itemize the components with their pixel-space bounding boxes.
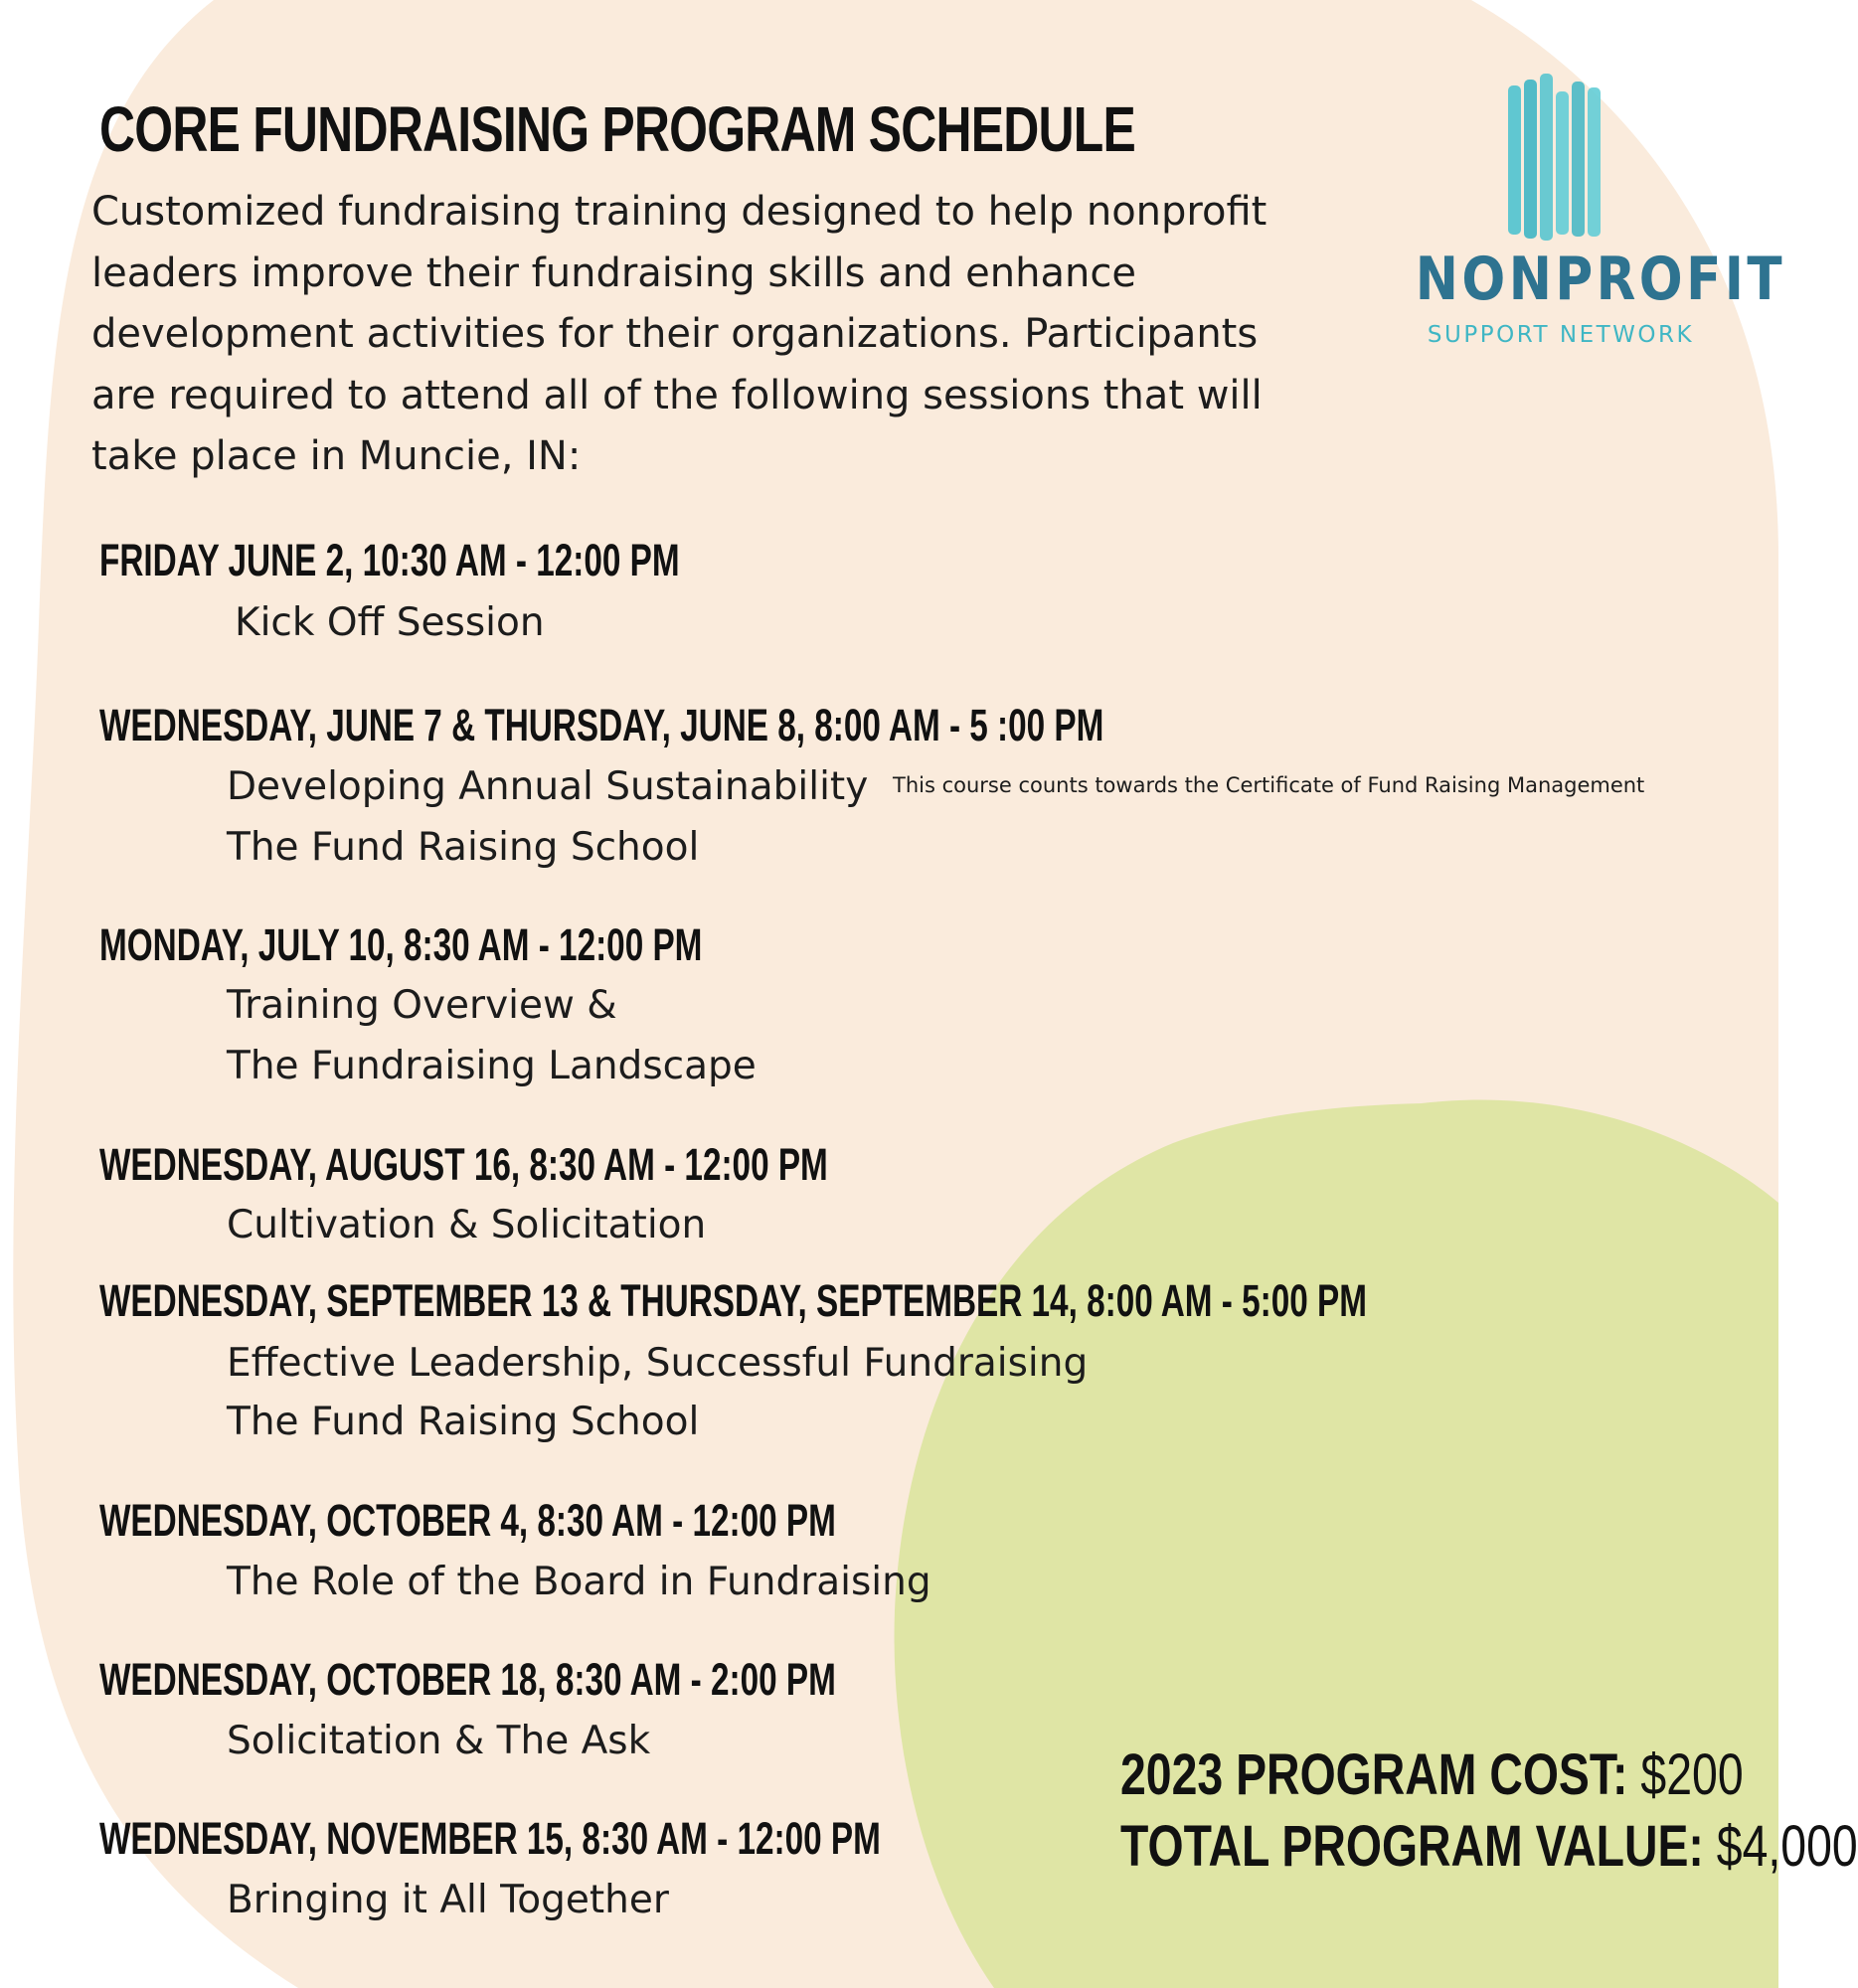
session-heading: WEDNESDAY, OCTOBER 18, 8:30 AM - 2:00 PM <box>99 1654 836 1705</box>
logo-subtitle: SUPPORT NETWORK <box>1427 322 1695 348</box>
session-title: Cultivation & Solicitation <box>227 1203 707 1247</box>
session-heading: WEDNESDAY, OCTOBER 4, 8:30 AM - 12:00 PM <box>99 1495 836 1546</box>
session-heading: WEDNESDAY, JUNE 7 & THURSDAY, JUNE 8, 8:00 AM - 5 :00 PM <box>99 700 1104 750</box>
nonprofit-support-network-logo <box>1392 74 1786 362</box>
session-title: Effective Leadership, Successful Fundraising <box>227 1341 1089 1386</box>
session-title: The Fund Raising School <box>227 1400 700 1444</box>
program-cost-line <box>1120 1740 1744 1811</box>
session-title: The Fundraising Landscape <box>227 1044 757 1088</box>
total-value-line <box>1120 1811 1858 1883</box>
session-heading: WEDNESDAY, NOVEMBER 15, 8:30 AM - 12:00 PM <box>99 1813 881 1864</box>
total-value-label: TOTAL PROGRAM VALUE: <box>1120 1814 1704 1879</box>
total-value-value: $4,000 <box>1716 1814 1858 1879</box>
session-heading: WEDNESDAY, AUGUST 16, 8:30 AM - 12:00 PM <box>99 1139 828 1190</box>
session-title: Bringing it All Together <box>227 1878 669 1922</box>
session-title: The Role of the Board in Fundraising <box>227 1560 931 1604</box>
session-title: Kick Off Session <box>235 600 545 645</box>
session-title: Training Overview & <box>227 983 617 1028</box>
session-title: Solicitation & The Ask <box>227 1719 651 1763</box>
logo-bars-icon <box>1506 74 1615 243</box>
session-title: The Fund Raising School <box>227 825 700 870</box>
session-heading: WEDNESDAY, SEPTEMBER 13 & THURSDAY, SEPTEMBER 14, 8:00 AM - 5:00 PM <box>99 1275 1367 1326</box>
session-heading: FRIDAY JUNE 2, 10:30 AM - 12:00 PM <box>99 535 680 585</box>
certificate-note: This course counts towards the Certificate of Fund Raising Management <box>893 773 1645 797</box>
program-cost-value: $200 <box>1640 1742 1744 1807</box>
logo-name: NONPROFIT <box>1415 245 1786 314</box>
page-title: CORE FUNDRAISING PROGRAM SCHEDULE <box>99 93 1136 165</box>
intro-paragraph: Customized fundraising training designed to help nonprofit leaders improve their fundraising skills and enhance development activities for their organizations. Participants are required to attend all of the following sessions that will take place in Muncie, IN: <box>91 189 1267 479</box>
session-title: Developing Annual Sustainability <box>227 764 869 809</box>
program-cost-label: 2023 PROGRAM COST: <box>1120 1742 1628 1807</box>
session-heading: MONDAY, JULY 10, 8:30 AM - 12:00 PM <box>99 919 703 970</box>
